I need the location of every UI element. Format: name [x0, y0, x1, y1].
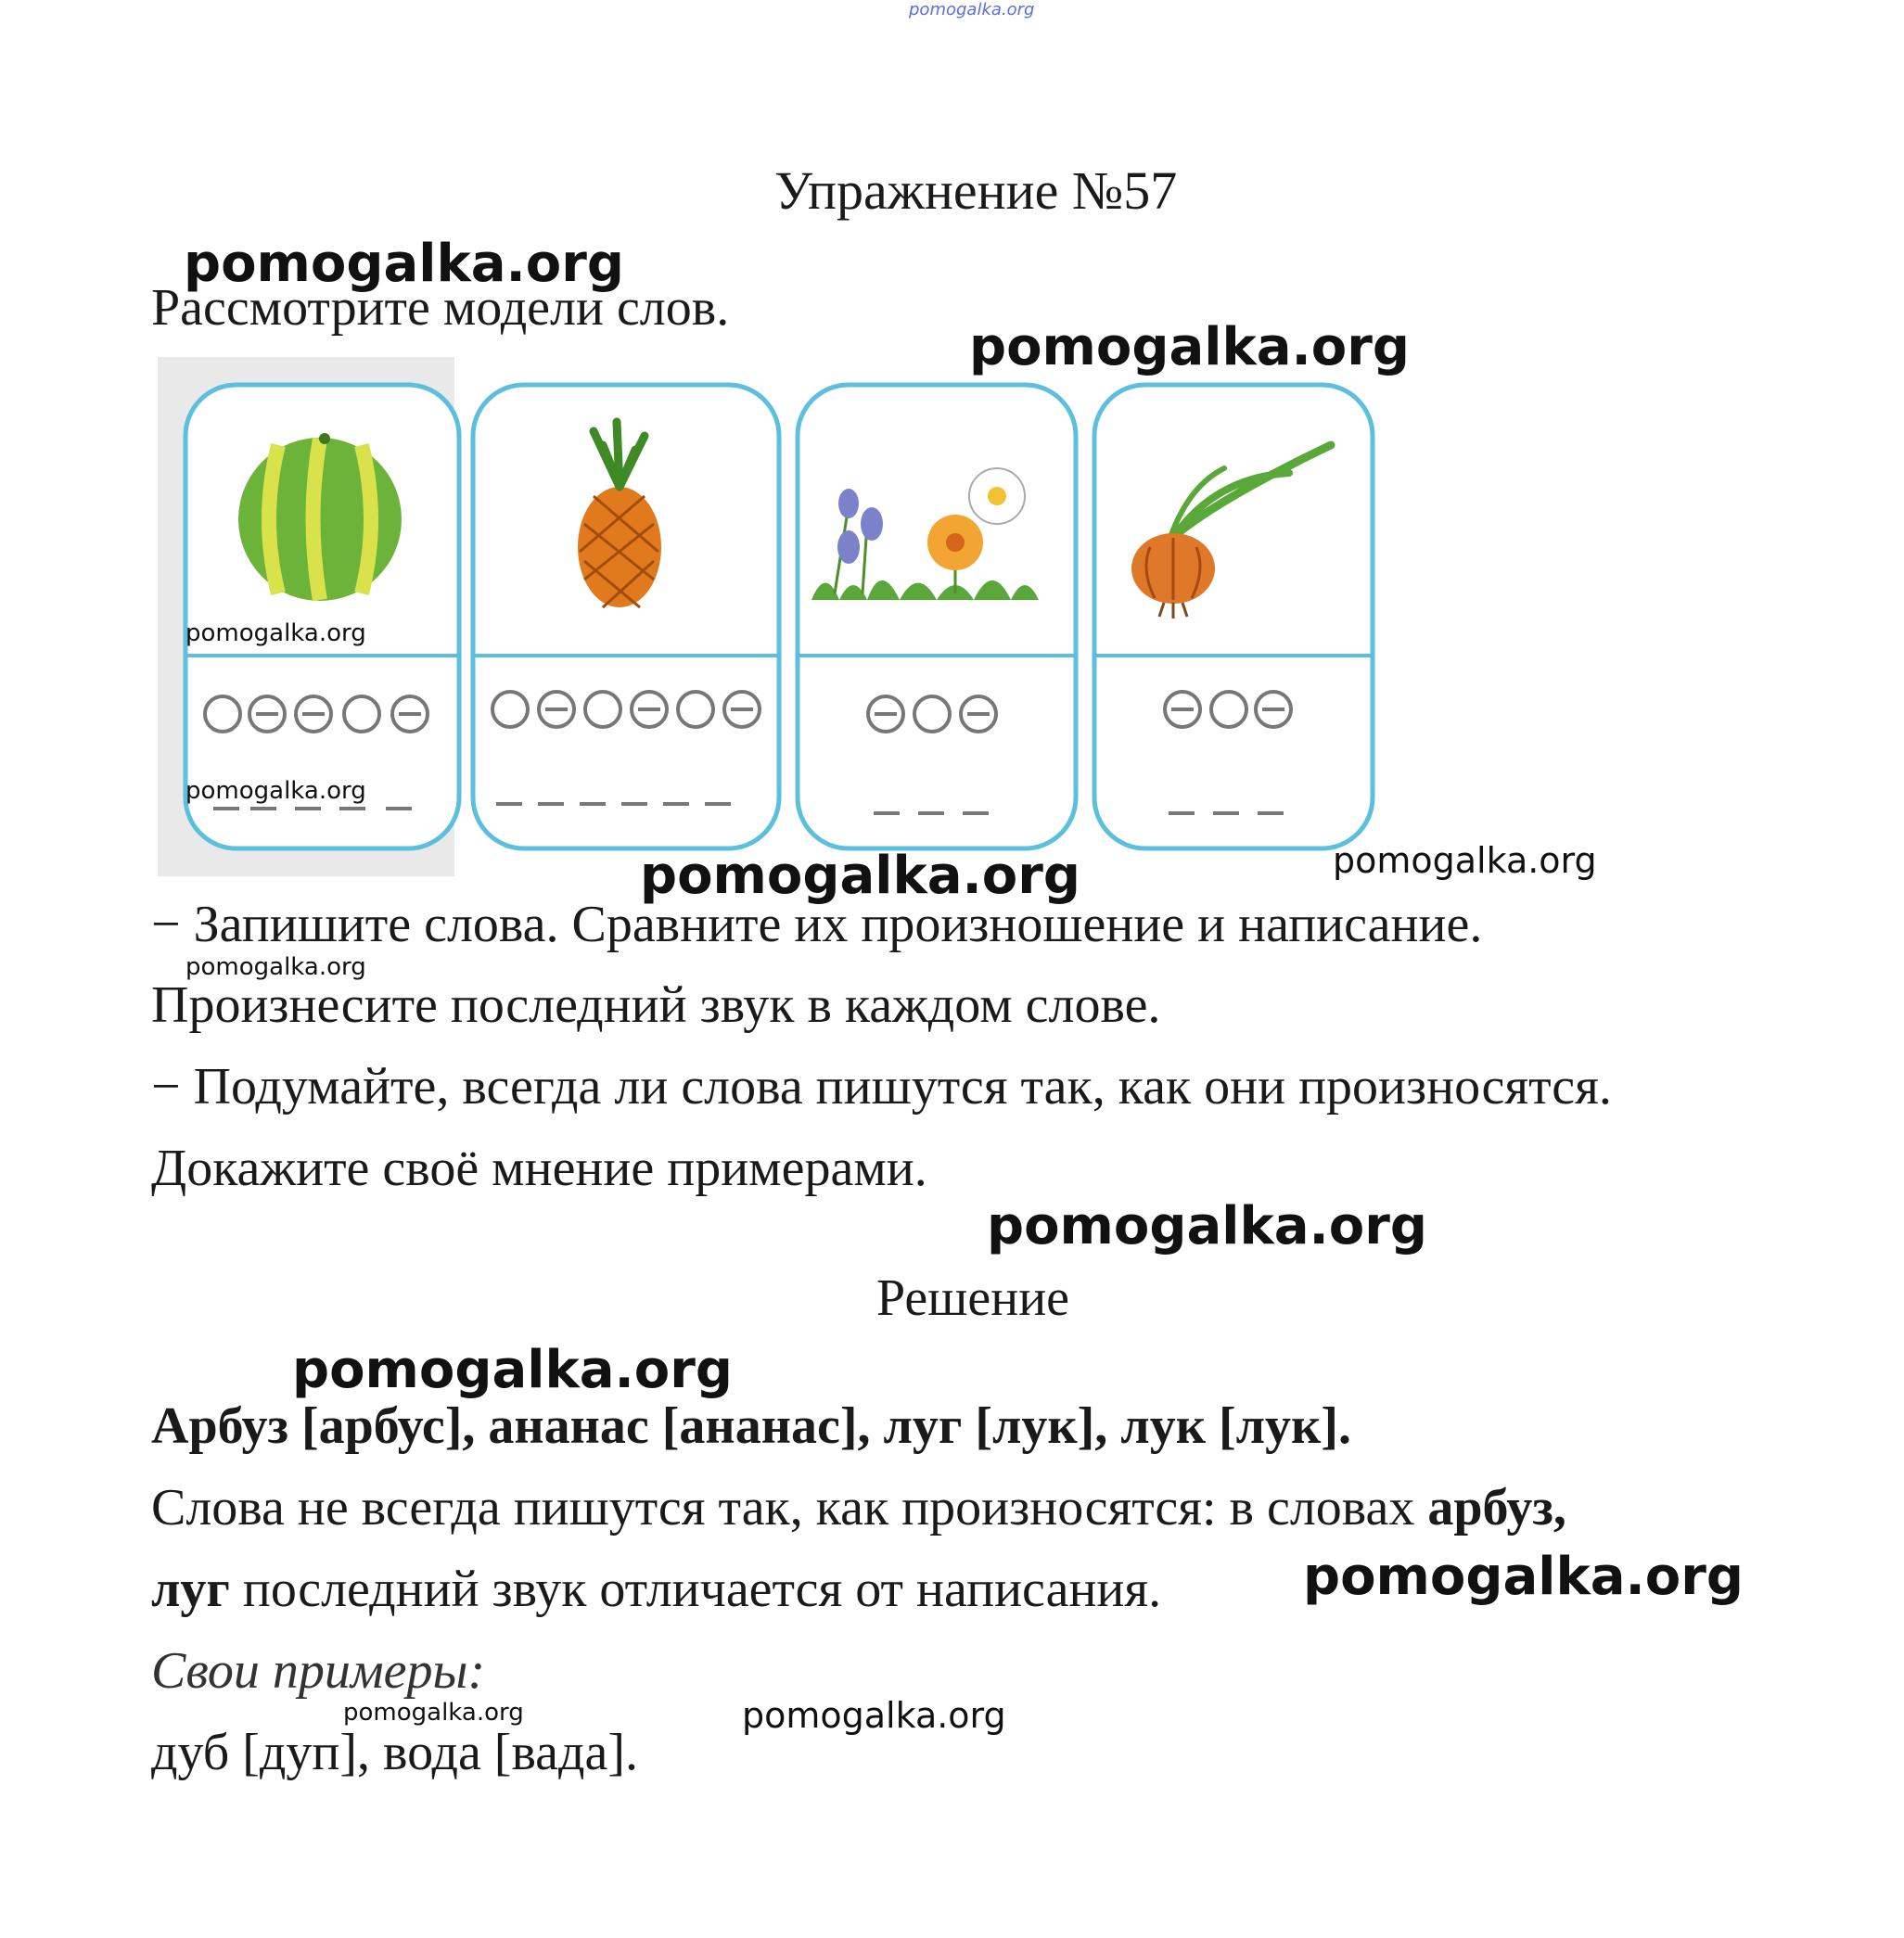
- task-line-4: Докажите своё мнение примерами.: [151, 1140, 927, 1197]
- explanation-bold-word: луг: [151, 1561, 230, 1618]
- orange-flower: [927, 515, 983, 570]
- explanation-line-1: [151, 1478, 1566, 1537]
- task-line-3: − Подумайте, всегда ли слова пишутся так, как они произносятся.: [151, 1058, 1612, 1116]
- page-title: Упражнение №57: [774, 160, 1178, 221]
- watermark: pomogalka.org: [292, 1340, 733, 1400]
- explanation-text: Слова не всегда пишутся так, как произносятся: в словах: [151, 1479, 1428, 1536]
- intro-text: Рассмотрите модели слов.: [151, 279, 730, 337]
- task-line-1: − Запишите слова. Сравните их произношение и написание.: [151, 896, 1483, 953]
- watermark: pomogalka.org: [343, 1699, 524, 1727]
- watermark: pomogalka.org: [1303, 1547, 1744, 1607]
- watermark: pomogalka.org: [184, 234, 624, 294]
- card-meadow: [798, 385, 1076, 848]
- daisy: [969, 468, 1025, 524]
- explanation-bold-word: арбуз,: [1427, 1479, 1566, 1536]
- explanation-line-2: [151, 1560, 1161, 1619]
- watermark: pomogalka.org: [969, 317, 1410, 377]
- watermark: pomogalka.org: [185, 777, 366, 805]
- card-pineapple: [473, 385, 779, 848]
- watermark: pomogalka.org: [185, 619, 366, 647]
- task-line-2: Произнесите последний звук в каждом слове.: [151, 976, 1161, 1034]
- top-watermark: pomogalka.org: [909, 0, 1035, 19]
- solution-heading: Решение: [876, 1269, 1070, 1327]
- watermark: pomogalka.org: [1333, 840, 1597, 881]
- watermark: pomogalka.org: [640, 846, 1080, 906]
- answer-line: Арбуз [арбус], ананас [ананас], луг [лук], лук [лук].: [151, 1397, 1351, 1455]
- watermark: pomogalka.org: [987, 1196, 1427, 1256]
- examples-heading: Свои примеры:: [151, 1642, 486, 1700]
- examples-text: дуб [дуп], вода [вада].: [151, 1724, 638, 1781]
- card-onion: [1094, 385, 1373, 848]
- watermark: pomogalka.org: [742, 1695, 1006, 1736]
- watermark: pomogalka.org: [185, 953, 366, 981]
- explanation-text: последний звук отличается от написания.: [229, 1561, 1162, 1618]
